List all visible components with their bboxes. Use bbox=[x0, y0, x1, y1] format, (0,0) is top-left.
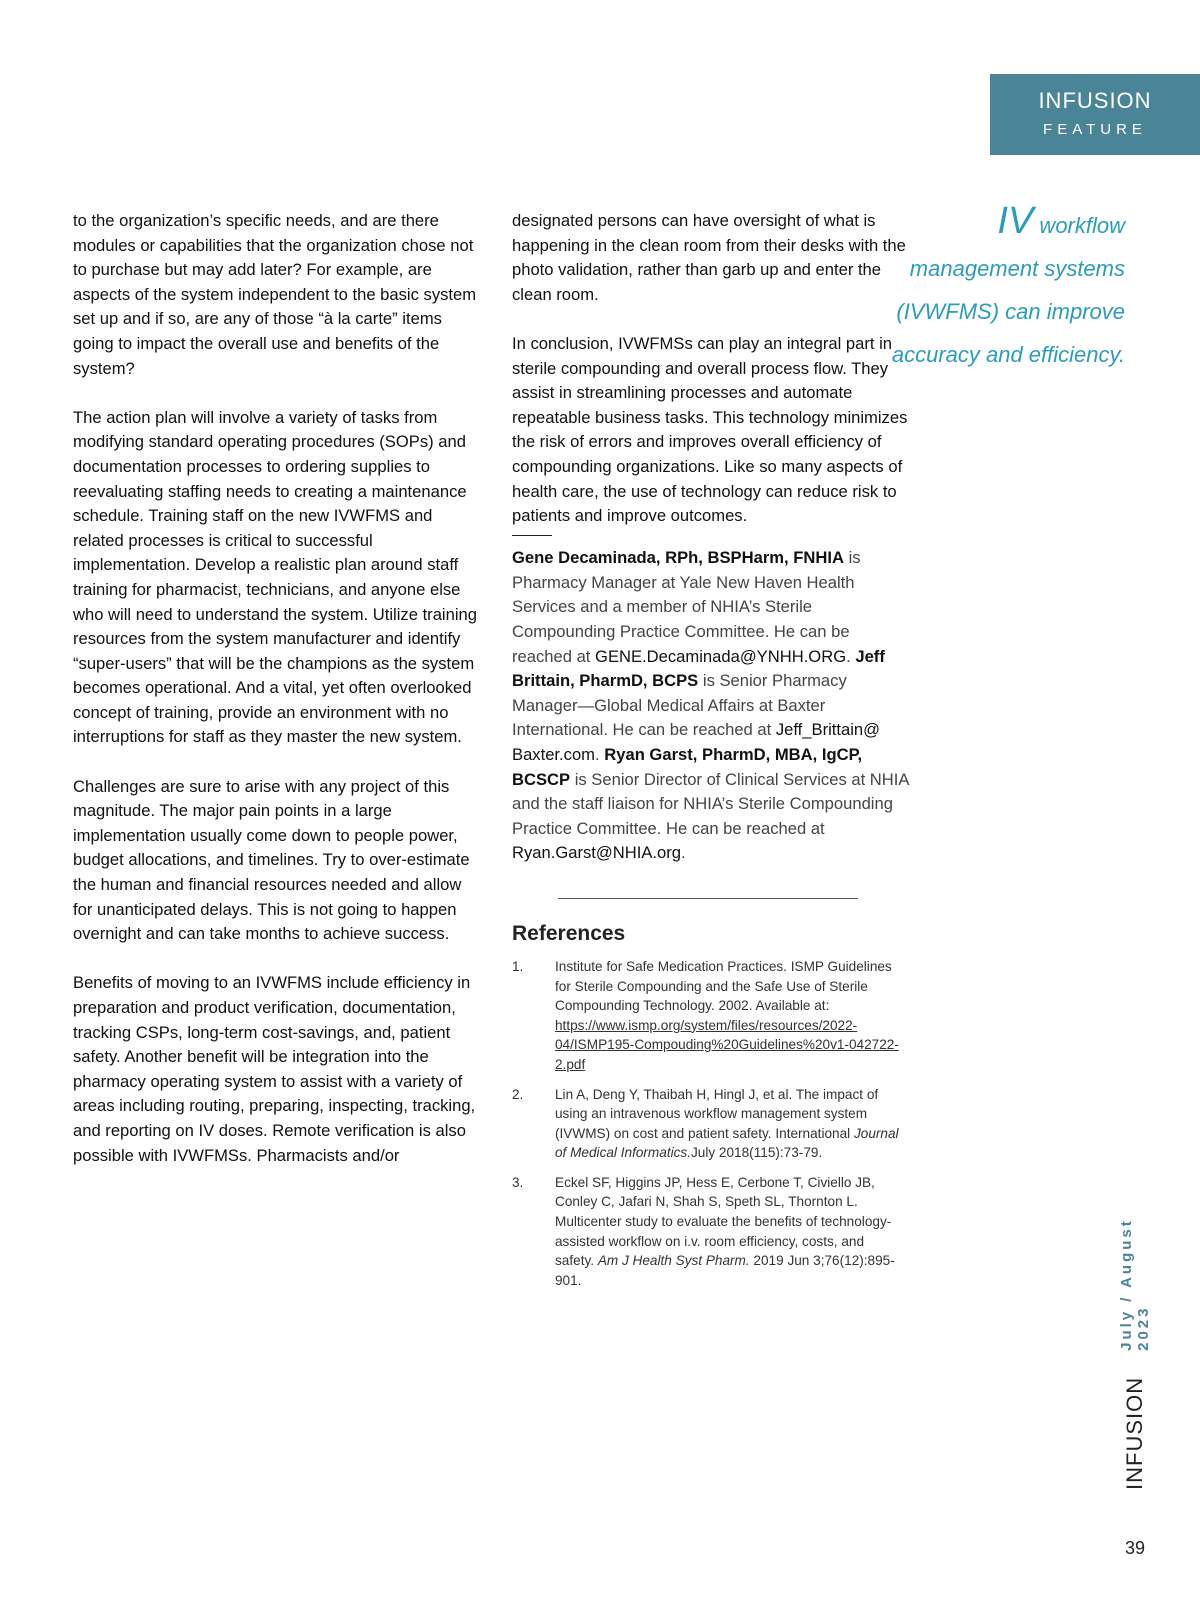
reference-item bbox=[512, 1085, 912, 1163]
footer-brand: INFUSION bbox=[1122, 1376, 1147, 1490]
pull-quote bbox=[885, 200, 1125, 376]
body-paragraph: In conclusion, IVWFMSs can play an integral part in sterile compounding and overall process flow. They assist in streamlining processes and automate repeatable business tasks. This technology minimizes the risk of errors and improves overall efficiency of compounding organizations. Like so many aspects of health care, the use of technology can reduce risk to patients and improve outcomes. bbox=[512, 333, 908, 526]
reference-number: 3. bbox=[512, 1174, 524, 1190]
reference-number: 1. bbox=[512, 958, 524, 974]
reference-item bbox=[512, 1173, 912, 1291]
reference-item bbox=[512, 957, 912, 1075]
reference-text: Lin A, Deng Y, Thaibah H, Hingl J, et al. The impact of using an intravenous workflow management system (IVWMS) on cost and patient safety. International bbox=[555, 1086, 879, 1141]
body-paragraph: to the organization’s specific needs, and are there modules or capabilities that the organization chose not to purchase but may add later? For example, are aspects of the system independent to the basic system set up and if so, are any of those “à la carte” items going to impact the overall use and benefits of the system? bbox=[73, 211, 477, 378]
page-number: 39 bbox=[1125, 1538, 1146, 1558]
reference-link[interactable]: https://www.ismp.org/system/files/resources/2022-04/ISMP195-Compouding%20Guidelines%20v1-042722-2.pdf bbox=[555, 1017, 899, 1072]
bio-divider bbox=[512, 535, 552, 537]
author-description: is Senior Director of Clinical Services at NHIA and the staff liaison for NHIA’s Sterile Compounding Practice Committee. He can be reached at bbox=[512, 769, 909, 838]
references-divider bbox=[558, 898, 858, 899]
reference-citation: 2019 Jun 3;76(12):895-901. bbox=[555, 1253, 895, 1288]
section-tab bbox=[990, 74, 1200, 155]
reference-journal: Am J Health Syst Pharm. bbox=[597, 1253, 750, 1269]
header-brand: INFUSION bbox=[1038, 88, 1152, 113]
header-section: FEATURE bbox=[1043, 121, 1147, 138]
references-heading: References bbox=[512, 921, 626, 945]
author-name: Jeff Brittain, PharmD, BCPS bbox=[512, 646, 885, 691]
author-name: Ryan Garst, PharmD, MBA, IgCP, BCSCP bbox=[512, 744, 863, 789]
issue-date: July / August 2023 bbox=[1118, 1218, 1152, 1351]
author-email[interactable]: GENE.Decaminada@YNHH.ORG bbox=[595, 646, 847, 666]
middle-column bbox=[512, 209, 912, 1300]
body-paragraph: Challenges are sure to arise with any project of this magnitude. The major pain points in a large implementation usually come down to people power, budget allocations, and timelines. Try to over-estimate the human and financial resources needed and allow for unanticipated delays. This is not going to happen overnight and can take months to achieve success. bbox=[73, 776, 470, 944]
author-email[interactable]: Jeff_Brittain@ Baxter.com bbox=[512, 720, 881, 764]
reference-text: Institute for Safe Medication Practices. ISMP Guidelines for Sterile Compounding and the Safe Use of Sterile Compounding Technology. 2002. Available at: bbox=[555, 958, 892, 1014]
vertical-footer bbox=[1115, 1190, 1155, 1490]
pull-quote-initial: IV bbox=[997, 200, 1034, 242]
reference-citation: July 2018(115):73-79. bbox=[690, 1145, 823, 1161]
body-paragraph: designated persons can have oversight of what is happening in the clean room from their desks with the photo validation, rather than garb up and enter the clean room. bbox=[512, 211, 906, 304]
left-column bbox=[73, 209, 478, 1168]
author-description: is Pharmacy Manager at Yale New Haven Health Services and a member of NHIA’s Sterile Compounding Practice Committee. He can be reached at bbox=[512, 548, 861, 666]
reference-text: Eckel SF, Higgins JP, Hess E, Cerbone T, Civiello JB, Conley C, Jafari N, Shah S, Speth SL, Thornton L. Multicenter study to evaluate the benefits of technology-assisted workflow on i.v. room efficiency, costs, and safety. bbox=[555, 1174, 892, 1269]
reference-journal: Journal of Medical Informatics. bbox=[555, 1125, 899, 1161]
references-list bbox=[512, 957, 912, 1291]
body-paragraph: Benefits of moving to an IVWFMS include efficiency in preparation and product verification, documentation, tracking CSPs, long-term cost-savings, and, patient safety. Another benefit will be integration into the pharmacy operating system to assist with a variety of areas including routing, preparing, inspecting, tracking, and reporting on IV doses. Remote verification is also possible with IVWFMSs. Pharmacists and/or bbox=[73, 973, 476, 1165]
author-description: is Senior Pharmacy Manager—Global Medical Affairs at Baxter International. He can be reached at bbox=[512, 671, 847, 740]
author-email[interactable]: Ryan.Garst@NHIA.org bbox=[512, 843, 682, 863]
author-bio: Gene Decaminada, RPh, BSPHarm, FNHIA is Pharmacy Manager at Yale New Haven Health Services and a member of NHIA’s Sterile Compounding Practice Committee. He can be reached at GENE.Decaminada@YNHH.ORG. Jeff Brittain, PharmD, BCPS is Senior Pharmacy Manager—Global Medical Affairs at Baxter International. He can be reached at Jeff_Brittain@ Baxter.com. Ryan Garst, PharmD, MBA, IgCP, BCSCP is Senior Director of Clinical Services at NHIA and the staff liaison for NHIA’s Sterile Compounding Practice Committee. He can be reached at Ryan.Garst@NHIA.org. bbox=[512, 548, 909, 863]
body-paragraph: The action plan will involve a variety of tasks from modifying standard operating procedures (SOPs) and documentation processes to ordering supplies to reevaluating staffing needs to creating a maintenance schedule. Training staff on the new IVWFMS and related processes is critical to successful implementation. Develop a realistic plan around staff training for pharmacist, technicians, and anyone else who will need to understand the system. Utilize training resources from the system manufacturer and identify “super-users” that will be the champions as the system becomes operational. And a vital, yet often overlooked concept of training, provide an environment with no interruptions for staff as they master the new system. bbox=[73, 407, 477, 747]
reference-number: 2. bbox=[512, 1086, 524, 1102]
author-name: Gene Decaminada, RPh, BSPHarm, FNHIA bbox=[512, 548, 844, 568]
pull-quote-text: workflow management systems (IVWFMS) can improve accuracy and efficiency. bbox=[891, 213, 1125, 367]
